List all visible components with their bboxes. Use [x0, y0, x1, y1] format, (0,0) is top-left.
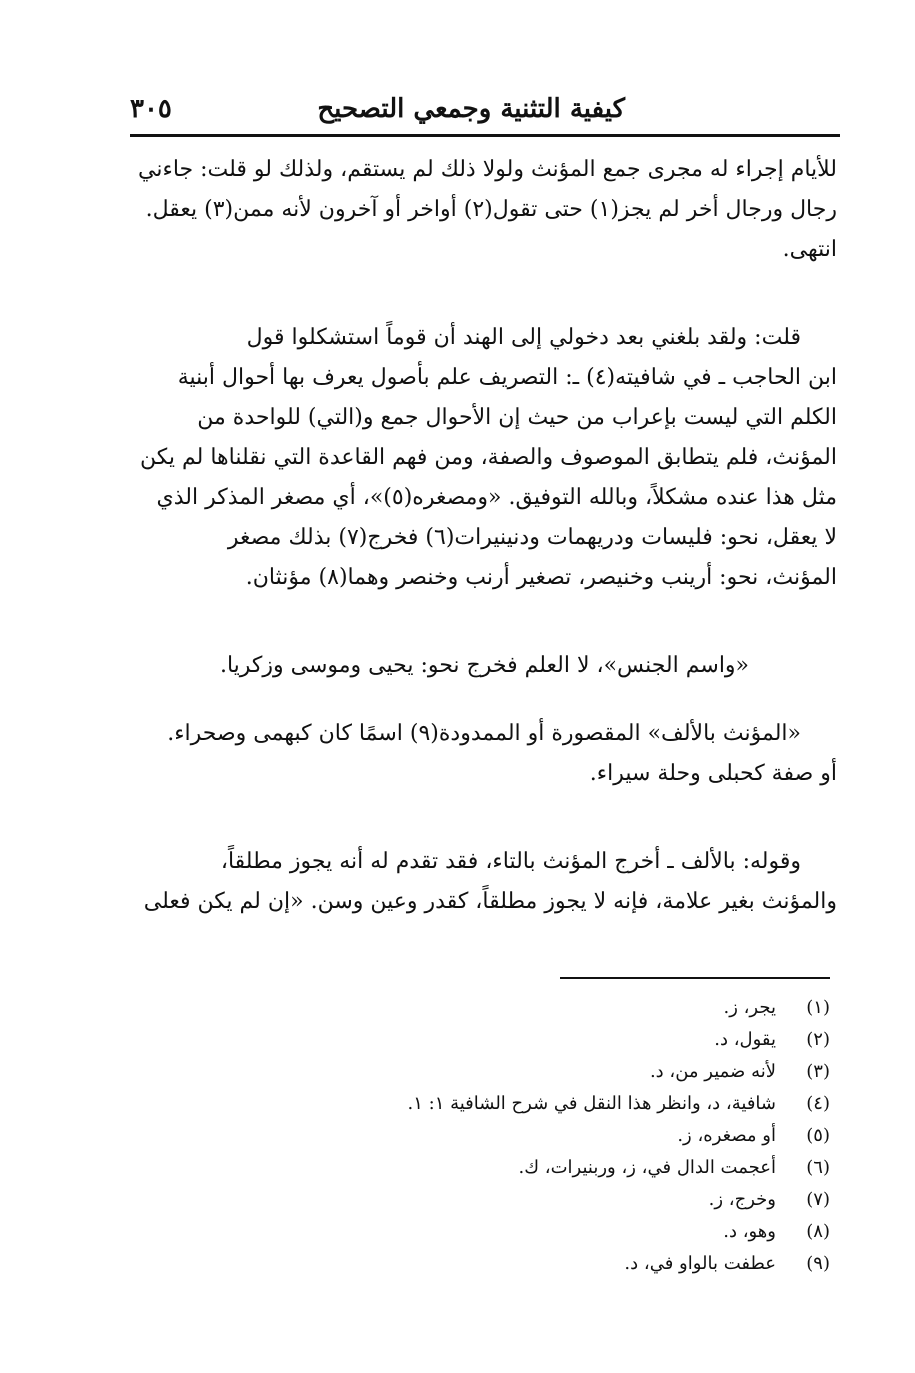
text-line: المؤنث، فلم يتطابق الموصوف والصفة، ومن فهم القاعدة التي نقلناها لم يكن [139, 445, 837, 470]
footnote-number: (٤) [806, 1093, 830, 1114]
footnote [130, 1056, 830, 1088]
text-line: لا يعقل، نحو: فليسات ودريهمات ودنينيرات(٦) فخرج(٧) بذلك مصغر [227, 525, 837, 550]
footnote [130, 1248, 830, 1280]
footnote-number: (١) [806, 997, 830, 1018]
footnote-text: وخرج، ز. [708, 1189, 776, 1210]
footnote-text: وهو، د. [723, 1221, 776, 1242]
footnote [130, 1088, 830, 1120]
text-line: الكلم التي ليست بإعراب من حيث إن الأحوال جمع و(التي) للواحدة من [197, 405, 837, 430]
footnote-text: عطفت بالواو في، د. [624, 1253, 776, 1274]
text-line: رجال ورجال أخر لم يجز(١) حتى تقول(٢) أواخر أو آخرون لأنه ممن(٣) يعقل. [145, 197, 837, 222]
paragraph-3 [132, 646, 837, 686]
text-line: «المؤنث بالألف» المقصورة أو الممدودة(٩) اسمًا كان كبهمى وصحراء. [167, 721, 801, 746]
text-line: ابن الحاجب ـ في شافيته(٤) ـ: التصريف علم بأصول يعرف بها أحوال أبنية [177, 365, 837, 390]
main-text [132, 150, 837, 922]
footnote-separator [560, 977, 830, 979]
footnote-number: (٣) [806, 1061, 830, 1082]
text-line: أو صفة كحبلى وحلة سيراء. [589, 761, 837, 786]
paragraph-4 [132, 714, 837, 794]
footnote [130, 1216, 830, 1248]
footnote-text: لأنه ضمير من، د. [649, 1061, 776, 1082]
paragraph-2 [132, 318, 837, 598]
text-line: المؤنث، نحو: أرينب وخنيصر، تصغير أرنب وخنصر وهما(٨) مؤنثان. [245, 565, 837, 590]
text-line: انتهى. [782, 237, 837, 262]
footnote [130, 1024, 830, 1056]
footnote [130, 1120, 830, 1152]
text-line: مثل هذا عنده مشكلاً، وبالله التوفيق. «ومصغره(٥)»، أي مصغر المذكر الذي [156, 485, 837, 510]
footnote-text: أعجمت الدال في، ز، وربنيرات، ك. [518, 1157, 776, 1178]
footnote-text: يقول، د. [714, 1029, 776, 1050]
text-line: للأيام إجراء له مجرى جمع المؤنث ولولا ذلك لم يستقم، ولذلك لو قلت: جاءني [138, 157, 837, 182]
footnote [130, 1152, 830, 1184]
footnote-number: (٥) [806, 1125, 830, 1146]
footnote-number: (٦) [806, 1157, 830, 1178]
footnote-number: (٧) [806, 1189, 830, 1210]
paragraph-1 [132, 150, 837, 270]
running-header [130, 92, 840, 137]
paragraph-5 [132, 842, 837, 922]
text-line: قلت: ولقد بلغني بعد دخولي إلى الهند أن قوماً استشكلوا قول [246, 325, 801, 350]
footnote-text: شافية، د، وانظر هذا النقل في شرح الشافية ١: ١. [407, 1093, 776, 1114]
chapter-title: كيفية التثنية وجمعي التصحيح [317, 94, 625, 124]
footnote [130, 992, 830, 1024]
footnotes [130, 992, 830, 1280]
footnote-text: أو مصغره، ز. [677, 1125, 776, 1146]
footnote-number: (٩) [806, 1253, 830, 1274]
text-line: «واسم الجنس»، لا العلم فخرج نحو: يحيى وموسى وزكريا. [219, 653, 750, 678]
text-line: وقوله: بالألف ـ أخرج المؤنث بالتاء، فقد تقدم له أنه يجوز مطلقاً، [220, 849, 801, 874]
footnote [130, 1184, 830, 1216]
footnote-number: (٢) [806, 1029, 830, 1050]
text-line: والمؤنث بغير علامة، فإنه لا يجوز مطلقاً، كقدر وعين وسن. «إن لم يكن فعلى [143, 889, 837, 914]
footnote-text: يجر، ز. [723, 997, 776, 1018]
footnote-number: (٨) [806, 1221, 830, 1242]
page-number: ٣٠٥ [130, 94, 172, 124]
